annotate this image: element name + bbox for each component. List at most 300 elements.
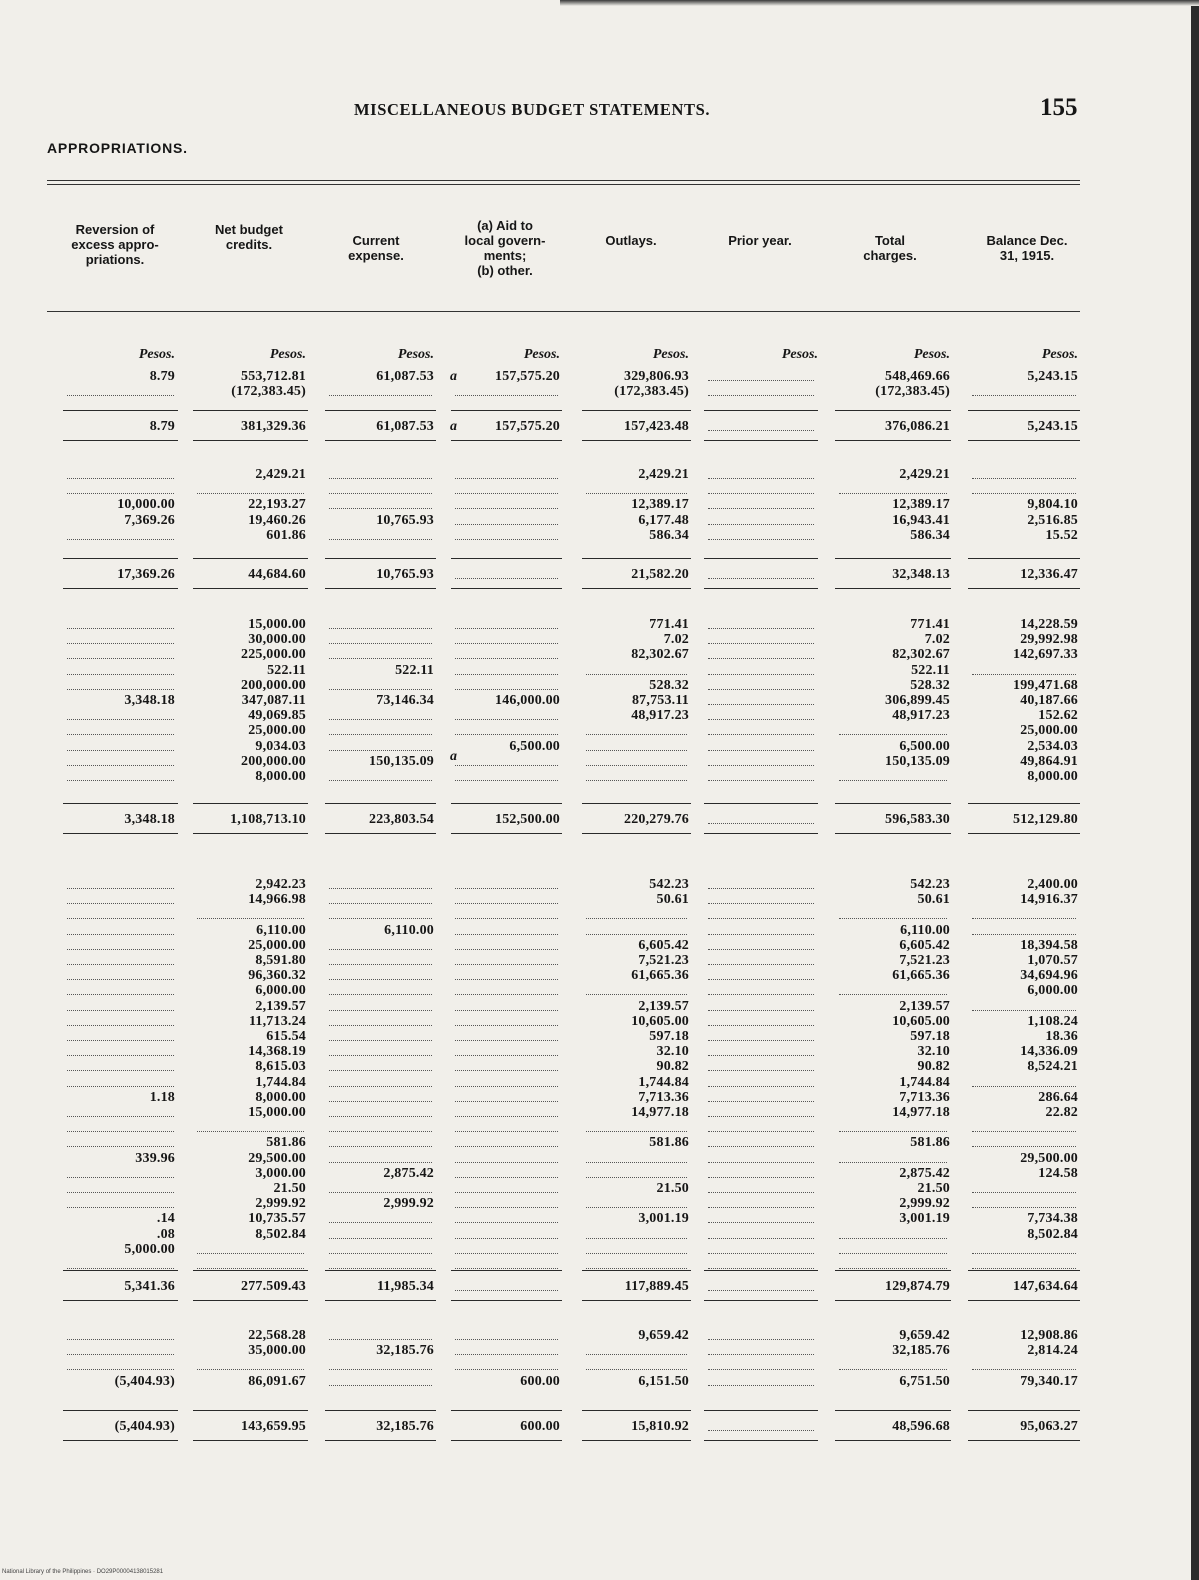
dot-leader	[67, 918, 174, 919]
total-rule	[193, 833, 308, 834]
total-rule	[835, 440, 951, 441]
dot-leader	[708, 1131, 814, 1132]
dot-leader	[972, 493, 1076, 494]
dot-leader	[455, 1162, 558, 1163]
dot-leader	[455, 1268, 558, 1269]
table-cell: 2,534.03	[1027, 738, 1078, 754]
table-cell: 771.41	[910, 617, 950, 632]
dot-leader	[329, 1070, 432, 1071]
table-cell: 21.50	[273, 1181, 306, 1196]
table-cell: 2,875.42	[899, 1165, 950, 1181]
table-cell: 73,146.34	[376, 693, 434, 708]
total-cell: 17,369.26	[117, 567, 175, 582]
total-cell: 32,348.13	[892, 567, 950, 582]
table-cell: 25,000.00	[1020, 723, 1078, 739]
dot-leader	[708, 1025, 814, 1026]
total-rule	[451, 1440, 562, 1441]
dot-leader	[67, 1268, 174, 1269]
table-cell: 15.52	[1045, 527, 1078, 543]
dot-leader	[708, 1290, 814, 1291]
table-cell: 146,000.00	[495, 693, 560, 708]
section-title: APPROPRIATIONS.	[47, 140, 188, 156]
dot-leader	[67, 1369, 174, 1370]
dot-leader	[67, 1354, 174, 1355]
dot-leader	[708, 979, 814, 980]
dot-leader	[839, 1162, 947, 1163]
dot-leader	[586, 1177, 687, 1178]
dot-leader	[67, 395, 174, 396]
dot-leader	[329, 750, 432, 751]
column-header-out: Outlays.	[605, 233, 657, 248]
subtotal-rule	[582, 1410, 691, 1411]
dot-leader	[329, 1131, 432, 1132]
dot-leader	[708, 539, 814, 540]
dot-leader	[708, 689, 814, 690]
dot-leader	[586, 674, 687, 675]
dot-leader	[67, 643, 174, 644]
table-cell: 1,744.84	[899, 1074, 950, 1090]
dot-leader	[329, 1385, 432, 1386]
dot-leader	[455, 1055, 558, 1056]
dot-leader	[708, 1207, 814, 1208]
subtotal-rule	[451, 410, 562, 411]
table-cell: 19,460.26	[248, 512, 306, 528]
dot-leader	[329, 1040, 432, 1041]
dot-leader	[839, 1253, 947, 1254]
dot-leader	[455, 1177, 558, 1178]
total-rule	[582, 440, 691, 441]
dot-leader	[839, 1238, 947, 1239]
table-cell: 16,943.41	[892, 512, 950, 528]
total-cell: 600.00	[520, 1419, 560, 1434]
dot-leader	[197, 1369, 304, 1370]
dot-leader	[197, 493, 304, 494]
table-cell: 22,568.28	[248, 1328, 306, 1343]
table-cell: 597.18	[910, 1029, 950, 1044]
dot-leader	[839, 493, 947, 494]
aid-type-marker: a	[450, 369, 457, 384]
dot-leader	[455, 658, 558, 659]
table-cell: 6,605.42	[638, 937, 689, 953]
dot-leader	[586, 1238, 687, 1239]
total-rule	[582, 1440, 691, 1441]
dot-leader	[708, 1177, 814, 1178]
dot-leader	[708, 934, 814, 935]
table-cell: (172,383.45)	[231, 384, 306, 400]
subtotal-rule	[704, 558, 818, 559]
table-cell: .08	[156, 1226, 175, 1242]
dot-leader	[455, 1290, 558, 1291]
table-cell: 2,999.92	[899, 1196, 950, 1212]
dot-leader	[67, 1116, 174, 1117]
dot-leader	[972, 395, 1076, 396]
dot-leader	[586, 934, 687, 935]
table-cell: 2,999.92	[255, 1196, 306, 1212]
table-cell: 581.86	[910, 1135, 950, 1151]
table-cell: 22,193.27	[248, 497, 306, 513]
subtotal-rule	[193, 410, 308, 411]
total-rule	[451, 440, 562, 441]
dot-leader	[972, 918, 1076, 919]
dot-leader	[455, 949, 558, 950]
dot-leader	[67, 765, 174, 766]
table-cell: 32.10	[656, 1044, 689, 1060]
dot-leader	[455, 765, 558, 766]
table-cell: 7.02	[663, 632, 689, 648]
dot-leader	[67, 1055, 174, 1056]
dot-leader	[586, 734, 687, 735]
dot-leader	[708, 628, 814, 629]
dot-leader	[839, 918, 947, 919]
dot-leader	[455, 1025, 558, 1026]
table-cell: 8,615.03	[255, 1059, 306, 1075]
table-cell: 48,917.23	[892, 708, 950, 724]
scan-edge	[1191, 0, 1199, 1580]
table-cell: 8,000.00	[255, 1089, 306, 1105]
table-cell: 10,000.00	[117, 497, 175, 513]
dot-leader	[455, 1086, 558, 1087]
dot-leader	[197, 1268, 304, 1269]
dot-leader	[67, 979, 174, 980]
table-cell: 61,087.53	[376, 369, 434, 384]
total-rule	[704, 588, 818, 589]
dot-leader	[67, 478, 174, 479]
dot-leader	[708, 478, 814, 479]
table-cell: 9,034.03	[255, 738, 306, 754]
dot-leader	[329, 918, 432, 919]
total-cell: 5,341.36	[124, 1279, 175, 1294]
dot-leader	[455, 478, 558, 479]
table-cell: 9,659.42	[638, 1328, 689, 1343]
total-cell: 95,063.27	[1020, 1419, 1078, 1434]
dot-leader	[67, 628, 174, 629]
table-cell: 199,471.68	[1013, 677, 1078, 693]
total-cell: 44,684.60	[248, 567, 306, 582]
table-cell: 3,348.18	[124, 693, 175, 708]
column-header-bal: Balance Dec. 31, 1915.	[986, 233, 1068, 263]
dot-leader	[972, 1207, 1076, 1208]
table-cell: 40,187.66	[1020, 693, 1078, 708]
dot-leader	[455, 1192, 558, 1193]
dot-leader	[455, 1222, 558, 1223]
dot-leader	[67, 780, 174, 781]
total-cell: 129,874.79	[885, 1279, 950, 1294]
subtotal-rule	[451, 803, 562, 804]
total-rule	[704, 1440, 818, 1441]
unit-label: Pesos.	[269, 347, 306, 362]
total-rule	[325, 1440, 436, 1441]
total-rule	[193, 588, 308, 589]
dot-leader	[455, 1369, 558, 1370]
dot-leader	[197, 1253, 304, 1254]
total-rule	[451, 833, 562, 834]
table-cell: 25,000.00	[248, 937, 306, 953]
total-rule	[325, 1300, 436, 1301]
dot-leader	[708, 964, 814, 965]
dot-leader	[329, 1339, 432, 1340]
total-rule	[193, 1300, 308, 1301]
table-cell: 2,429.21	[638, 467, 689, 482]
dot-leader	[329, 508, 432, 509]
table-cell: 32,185.76	[376, 1343, 434, 1359]
dot-leader	[708, 1070, 814, 1071]
subtotal-rule	[325, 558, 436, 559]
table-cell: 96,360.32	[248, 968, 306, 984]
total-rule	[582, 588, 691, 589]
table-cell: 1,744.84	[638, 1074, 689, 1090]
total-cell: 381,329.36	[241, 419, 306, 434]
table-cell: 200,000.00	[241, 753, 306, 769]
subtotal-rule	[325, 803, 436, 804]
dot-leader	[329, 628, 432, 629]
table-cell: 522.11	[911, 662, 950, 678]
dot-leader	[455, 689, 558, 690]
dot-leader	[839, 994, 947, 995]
table-cell: 14,966.98	[248, 892, 306, 908]
aid-type-marker: a	[450, 749, 457, 764]
table-cell: 10,735.57	[248, 1211, 306, 1227]
dot-leader	[708, 1385, 814, 1386]
dot-leader	[708, 1238, 814, 1239]
table-cell: 6,000.00	[1027, 983, 1078, 999]
dot-leader	[455, 493, 558, 494]
top-rule	[47, 180, 1080, 181]
total-rule	[968, 833, 1080, 834]
aid-type-marker: a	[450, 419, 457, 434]
dot-leader	[708, 823, 814, 824]
table-cell: 1.18	[149, 1089, 175, 1105]
dot-leader	[708, 949, 814, 950]
total-cell: 143,659.95	[241, 1419, 306, 1434]
header-rule	[47, 311, 1080, 312]
total-cell: 117,889.45	[624, 1279, 689, 1294]
table-cell: 12,389.17	[892, 497, 950, 513]
dot-leader	[455, 1040, 558, 1041]
table-cell: 2,400.00	[1027, 877, 1078, 892]
subtotal-rule	[704, 803, 818, 804]
table-cell: 6,605.42	[899, 937, 950, 953]
total-cell: 12,336.47	[1020, 567, 1078, 582]
dot-leader	[708, 1339, 814, 1340]
dot-leader	[708, 524, 814, 525]
dot-leader	[586, 1162, 687, 1163]
dot-leader	[586, 994, 687, 995]
table-cell: 542.23	[910, 877, 950, 892]
table-cell: 3,001.19	[899, 1211, 950, 1227]
table-cell: 2,814.24	[1027, 1343, 1078, 1359]
dot-leader	[455, 918, 558, 919]
subtotal-rule	[63, 1410, 178, 1411]
table-cell: 5,243.15	[1027, 369, 1078, 384]
dot-leader	[329, 643, 432, 644]
dot-leader	[455, 578, 558, 579]
dot-leader	[586, 1369, 687, 1370]
subtotal-rule	[582, 558, 691, 559]
table-cell: 10,605.00	[892, 1013, 950, 1029]
table-cell: 29,992.98	[1020, 632, 1078, 648]
dot-leader	[329, 949, 432, 950]
dot-leader	[455, 1339, 558, 1340]
dot-leader	[329, 780, 432, 781]
dot-leader	[67, 1025, 174, 1026]
total-rule	[325, 833, 436, 834]
dot-leader	[67, 658, 174, 659]
dot-leader	[708, 430, 814, 431]
dot-leader	[586, 493, 687, 494]
table-cell: (172,383.45)	[875, 384, 950, 400]
dot-leader	[455, 1101, 558, 1102]
table-cell: 22.82	[1045, 1105, 1078, 1120]
total-cell: 223,803.54	[369, 812, 434, 827]
dot-leader	[972, 1192, 1076, 1193]
table-cell: 18.36	[1045, 1029, 1078, 1044]
table-cell: 7,713.36	[638, 1089, 689, 1105]
total-cell: 48,596.68	[892, 1419, 950, 1434]
total-rule	[63, 833, 178, 834]
table-cell: 142,697.33	[1013, 647, 1078, 663]
dot-leader	[586, 1354, 687, 1355]
table-cell: 8,591.80	[255, 953, 306, 968]
dot-leader	[67, 1146, 174, 1147]
dot-leader	[197, 1131, 304, 1132]
table-cell: 12,389.17	[631, 497, 689, 513]
total-cell: 596,583.30	[885, 812, 950, 827]
dot-leader	[972, 1010, 1076, 1011]
table-cell: 200,000.00	[241, 677, 306, 693]
table-cell: 21.50	[656, 1181, 689, 1196]
dot-leader	[586, 1131, 687, 1132]
dot-leader	[455, 780, 558, 781]
table-cell: 528.32	[910, 677, 950, 693]
total-rule	[451, 588, 562, 589]
dot-leader	[67, 934, 174, 935]
total-cell: 220,279.76	[624, 812, 689, 827]
table-cell: 8,000.00	[1027, 769, 1078, 784]
dot-leader	[455, 643, 558, 644]
page-title: MISCELLANEOUS BUDGET STATEMENTS.	[354, 100, 711, 119]
total-rule	[325, 588, 436, 589]
dot-leader	[972, 1253, 1076, 1254]
subtotal-rule	[63, 1270, 178, 1271]
table-cell: 61,665.36	[892, 968, 950, 984]
subtotal-rule	[582, 410, 691, 411]
table-cell: 1,744.84	[255, 1074, 306, 1090]
dot-leader	[708, 1253, 814, 1254]
dot-leader	[586, 765, 687, 766]
subtotal-rule	[193, 1270, 308, 1271]
table-cell: 2,429.21	[255, 467, 306, 482]
total-rule	[63, 1440, 178, 1441]
table-cell: 2,875.42	[383, 1165, 434, 1181]
table-cell: 82,302.67	[631, 647, 689, 663]
dot-leader	[972, 1131, 1076, 1132]
table-cell: 61,665.36	[631, 968, 689, 984]
table-cell: 347,087.11	[241, 693, 306, 708]
dot-leader	[708, 765, 814, 766]
dot-leader	[67, 1070, 174, 1071]
total-cell: 376,086.21	[885, 419, 950, 434]
table-cell: 30,000.00	[248, 632, 306, 648]
dot-leader	[708, 1222, 814, 1223]
total-cell: 512,129.80	[1013, 812, 1078, 827]
dot-leader	[329, 1222, 432, 1223]
dot-leader	[455, 1146, 558, 1147]
column-header-tot: Total charges.	[863, 233, 917, 263]
table-cell: 329,806.93	[624, 369, 689, 384]
table-cell: 79,340.17	[1020, 1373, 1078, 1389]
subtotal-rule	[835, 803, 951, 804]
dot-leader	[839, 734, 947, 735]
table-cell: 12,908.86	[1020, 1328, 1078, 1343]
table-cell: 150,135.09	[369, 753, 434, 769]
table-cell: 14,977.18	[631, 1105, 689, 1120]
table-cell: (172,383.45)	[614, 384, 689, 400]
dot-leader	[455, 508, 558, 509]
table-cell: 6,177.48	[638, 512, 689, 528]
table-cell: 10,765.93	[376, 512, 434, 528]
table-cell: 7.02	[924, 632, 950, 648]
dot-leader	[67, 949, 174, 950]
total-rule	[582, 1300, 691, 1301]
table-cell: 601.86	[266, 527, 306, 543]
table-cell: 225,000.00	[241, 647, 306, 663]
table-cell: 21.50	[917, 1181, 950, 1196]
table-cell: 522.11	[395, 662, 434, 678]
dot-leader	[329, 1369, 432, 1370]
dot-leader	[972, 1369, 1076, 1370]
dot-leader	[708, 1162, 814, 1163]
total-rule	[704, 1300, 818, 1301]
dot-leader	[329, 1238, 432, 1239]
subtotal-rule	[968, 803, 1080, 804]
table-cell: 6,500.00	[899, 738, 950, 754]
subtotal-rule	[63, 803, 178, 804]
subtotal-rule	[704, 410, 818, 411]
page-number: 155	[1040, 94, 1078, 121]
dot-leader	[972, 1268, 1076, 1269]
subtotal-rule	[582, 1270, 691, 1271]
table-cell: 7,521.23	[899, 953, 950, 968]
table-cell: 29,500.00	[1020, 1150, 1078, 1166]
table-cell: 150,135.09	[885, 753, 950, 769]
table-cell: 8.79	[149, 369, 175, 384]
total-cell: 32,185.76	[376, 1419, 434, 1434]
dot-leader	[839, 1268, 947, 1269]
table-cell: 32,185.76	[892, 1343, 950, 1359]
table-cell: 124.58	[1038, 1165, 1078, 1181]
dot-leader	[708, 1040, 814, 1041]
dot-leader	[329, 1253, 432, 1254]
table-cell: 90.82	[656, 1059, 689, 1075]
table-cell: 10,605.00	[631, 1013, 689, 1029]
dot-leader	[329, 1086, 432, 1087]
dot-leader	[586, 1268, 687, 1269]
dot-leader	[67, 689, 174, 690]
dot-leader	[586, 918, 687, 919]
table-cell: 2,942.23	[255, 877, 306, 892]
table-cell: 14,916.37	[1020, 892, 1078, 908]
dot-leader	[67, 539, 174, 540]
dot-leader	[455, 888, 558, 889]
dot-leader	[708, 719, 814, 720]
subtotal-rule	[582, 803, 691, 804]
dot-leader	[329, 395, 432, 396]
subtotal-rule	[451, 558, 562, 559]
dot-leader	[455, 1238, 558, 1239]
subtotal-rule	[704, 1270, 818, 1271]
table-cell: 157,575.20	[495, 369, 560, 384]
table-cell: 50.61	[656, 892, 689, 908]
